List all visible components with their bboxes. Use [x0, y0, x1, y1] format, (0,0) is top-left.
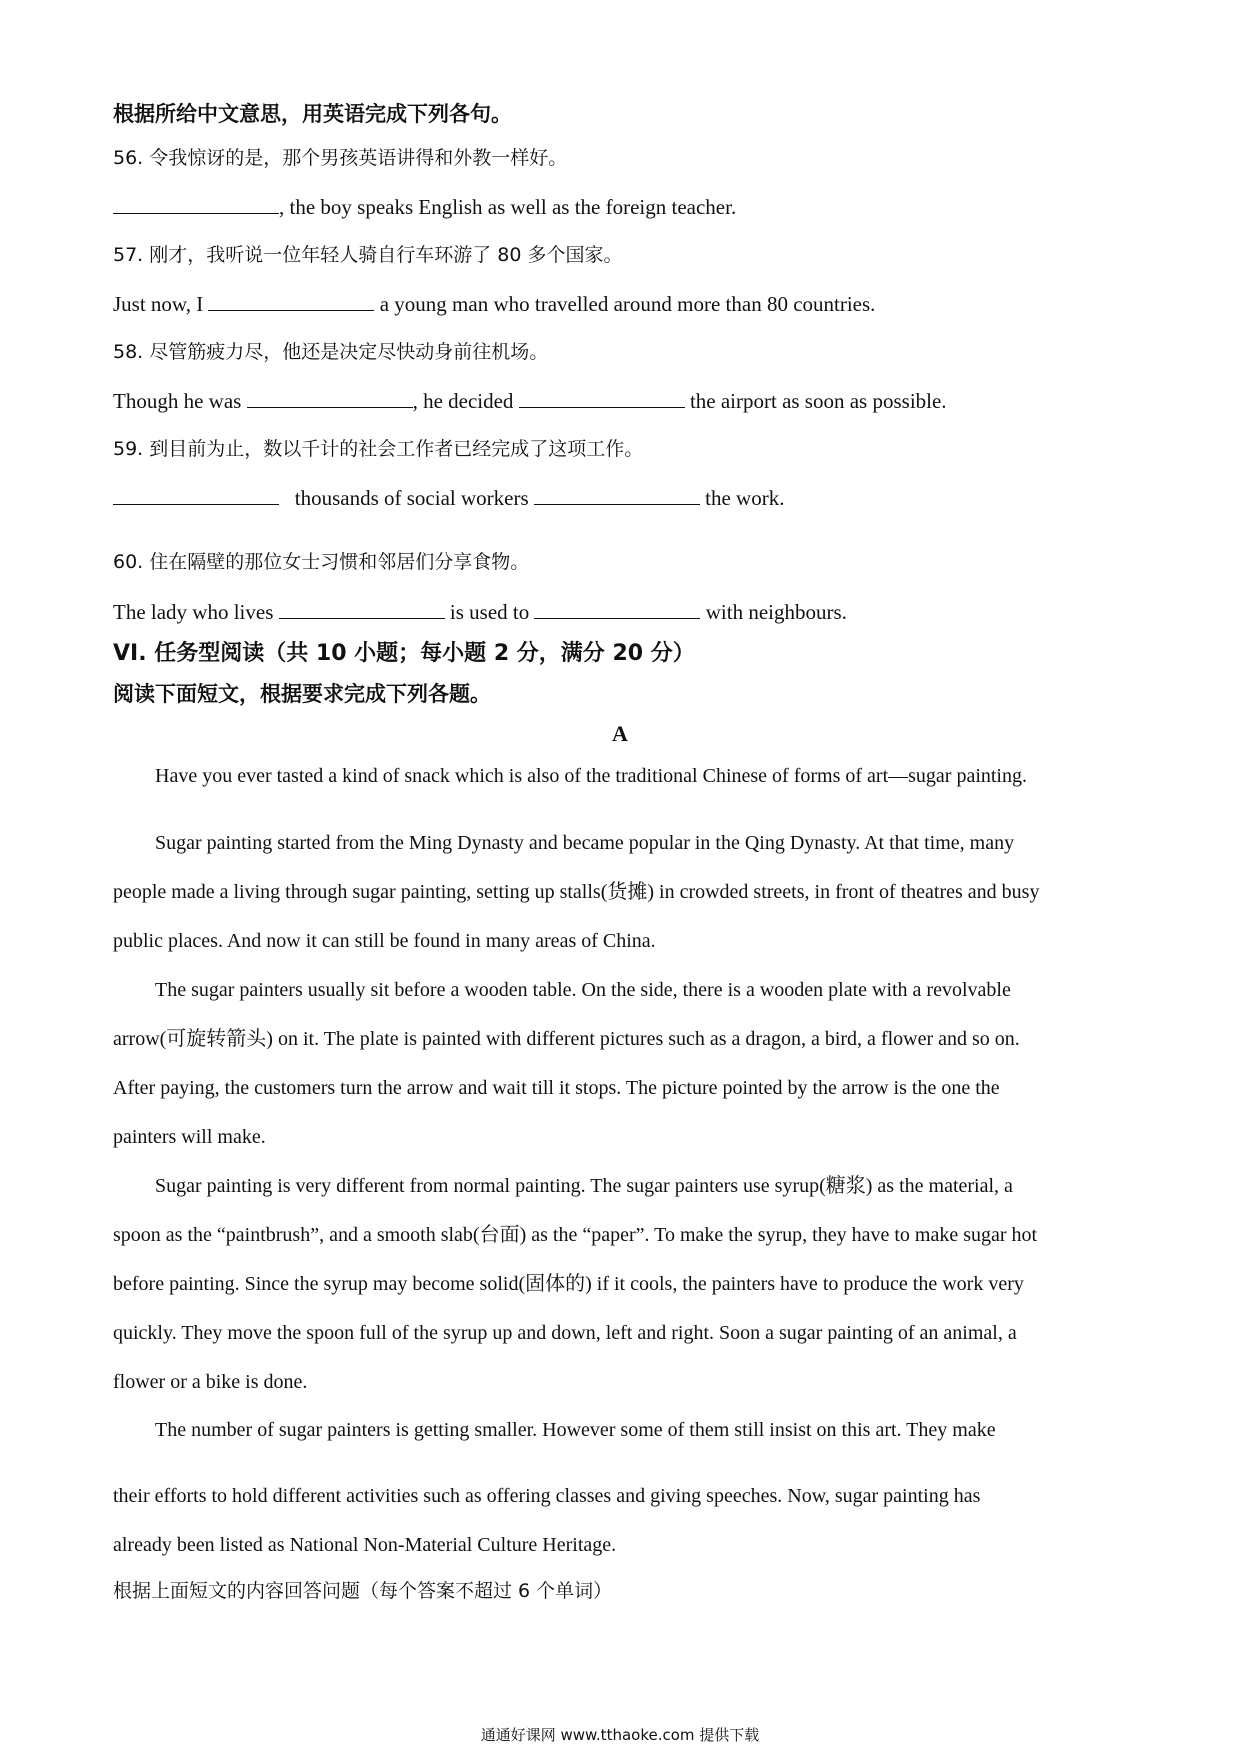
question-58-text-1: Though he was — [113, 389, 242, 413]
passage-line: already been listed as National Non-Material Culture Heritage. — [113, 1534, 617, 1556]
passage-line: their efforts to hold different activities such as offering classes and giving speeches. Now, sugar painting has — [113, 1485, 981, 1507]
section-title: VI. 任务型阅读（共 10 小题；每小题 2 分，满分 20 分） — [113, 641, 695, 666]
question-59-chinese: 59. 到目前为止，数以千计的社会工作者已经完成了这项工作。 — [113, 438, 644, 460]
answer-blank[interactable] — [208, 290, 374, 311]
passage-line: flower or a bike is done. — [113, 1371, 308, 1393]
question-56-chinese: 56. 令我惊讶的是，那个男孩英语讲得和外教一样好。 — [113, 147, 568, 169]
passage-label: A — [612, 721, 628, 746]
section-instruction: 阅读下面短文，根据要求完成下列各题。 — [113, 682, 491, 706]
passage-paragraph-1: Have you ever tasted a kind of snack which is also of the traditional Chinese of forms of art—sugar painting. — [155, 765, 1027, 787]
passage-line: The number of sugar painters is getting smaller. However some of them still insist on this art. They make — [155, 1419, 996, 1441]
question-57-text-start: Just now, I — [113, 292, 204, 316]
passage-line: people made a living through sugar painting, setting up stalls(货摊) in crowded streets, in front of theatres and busy — [113, 881, 1040, 903]
question-57-english — [113, 290, 875, 318]
footer-watermark: 通通好课网 www.tthaoke.com 提供下载 — [480, 1726, 760, 1744]
passage-line: After paying, the customers turn the arrow and wait till it stops. The picture pointed by the arrow is the one the — [113, 1077, 1000, 1099]
answer-instruction: 根据上面短文的内容回答问题（每个答案不超过 6 个单词） — [113, 1580, 613, 1602]
passage-line: painters will make. — [113, 1126, 266, 1148]
question-60-english — [113, 598, 847, 626]
passage-line: Sugar painting is very different from normal painting. The sugar painters use syrup(糖浆) as the material, a — [155, 1175, 1013, 1197]
passage-line: arrow(可旋转箭头) on it. The plate is painted with different pictures such as a dragon, a bird, a flower and so on. — [113, 1028, 1020, 1050]
passage-line: before painting. Since the syrup may become solid(固体的) if it cools, the painters have to produce the work very — [113, 1273, 1024, 1295]
question-59-english — [113, 484, 784, 512]
question-56-text: , the boy speaks English as well as the foreign teacher. — [279, 195, 737, 219]
question-58-text-3: the airport as soon as possible. — [684, 389, 947, 413]
answer-blank[interactable] — [519, 387, 685, 408]
answer-blank[interactable] — [534, 598, 700, 619]
question-58-text-2: , he decided — [412, 389, 514, 413]
passage-line: public places. And now it can still be found in many areas of China. — [113, 930, 656, 952]
question-60-chinese: 60. 住在隔壁的那位女士习惯和邻居们分享食物。 — [113, 551, 530, 573]
answer-blank[interactable] — [113, 193, 279, 214]
answer-blank[interactable] — [534, 484, 700, 505]
question-60-text-2: is used to — [449, 600, 530, 624]
passage-line: quickly. They move the spoon full of the syrup up and down, left and right. Soon a sugar painting of an animal, a — [113, 1322, 1017, 1344]
question-56-english — [113, 193, 736, 221]
question-58-chinese: 58. 尽管筋疲力尽，他还是决定尽快动身前往机场。 — [113, 341, 549, 363]
question-60-text-3: with neighbours. — [700, 600, 847, 624]
section-instruction: 根据所给中文意思，用英语完成下列各句。 — [113, 102, 512, 126]
question-59-text-1: thousands of social workers — [294, 486, 529, 510]
passage-line: Sugar painting started from the Ming Dynasty and became popular in the Qing Dynasty. At that time, many — [155, 832, 1015, 854]
question-57-chinese: 57. 刚才，我听说一位年轻人骑自行车环游了 80 多个国家。 — [113, 244, 623, 266]
passage-line: spoon as the “paintbrush”, and a smooth slab(台面) as the “paper”. To make the syrup, they have to make sugar hot — [113, 1224, 1038, 1246]
answer-blank[interactable] — [247, 387, 413, 408]
question-59-text-2: the work. — [699, 486, 785, 510]
answer-blank[interactable] — [113, 484, 279, 505]
question-57-text-end: a young man who travelled around more than 80 countries. — [374, 292, 876, 316]
question-60-text-1: The lady who lives — [113, 600, 274, 624]
question-58-english — [113, 387, 947, 415]
answer-blank[interactable] — [279, 598, 445, 619]
passage-line: The sugar painters usually sit before a wooden table. On the side, there is a wooden plate with a revolvable — [155, 979, 1011, 1001]
